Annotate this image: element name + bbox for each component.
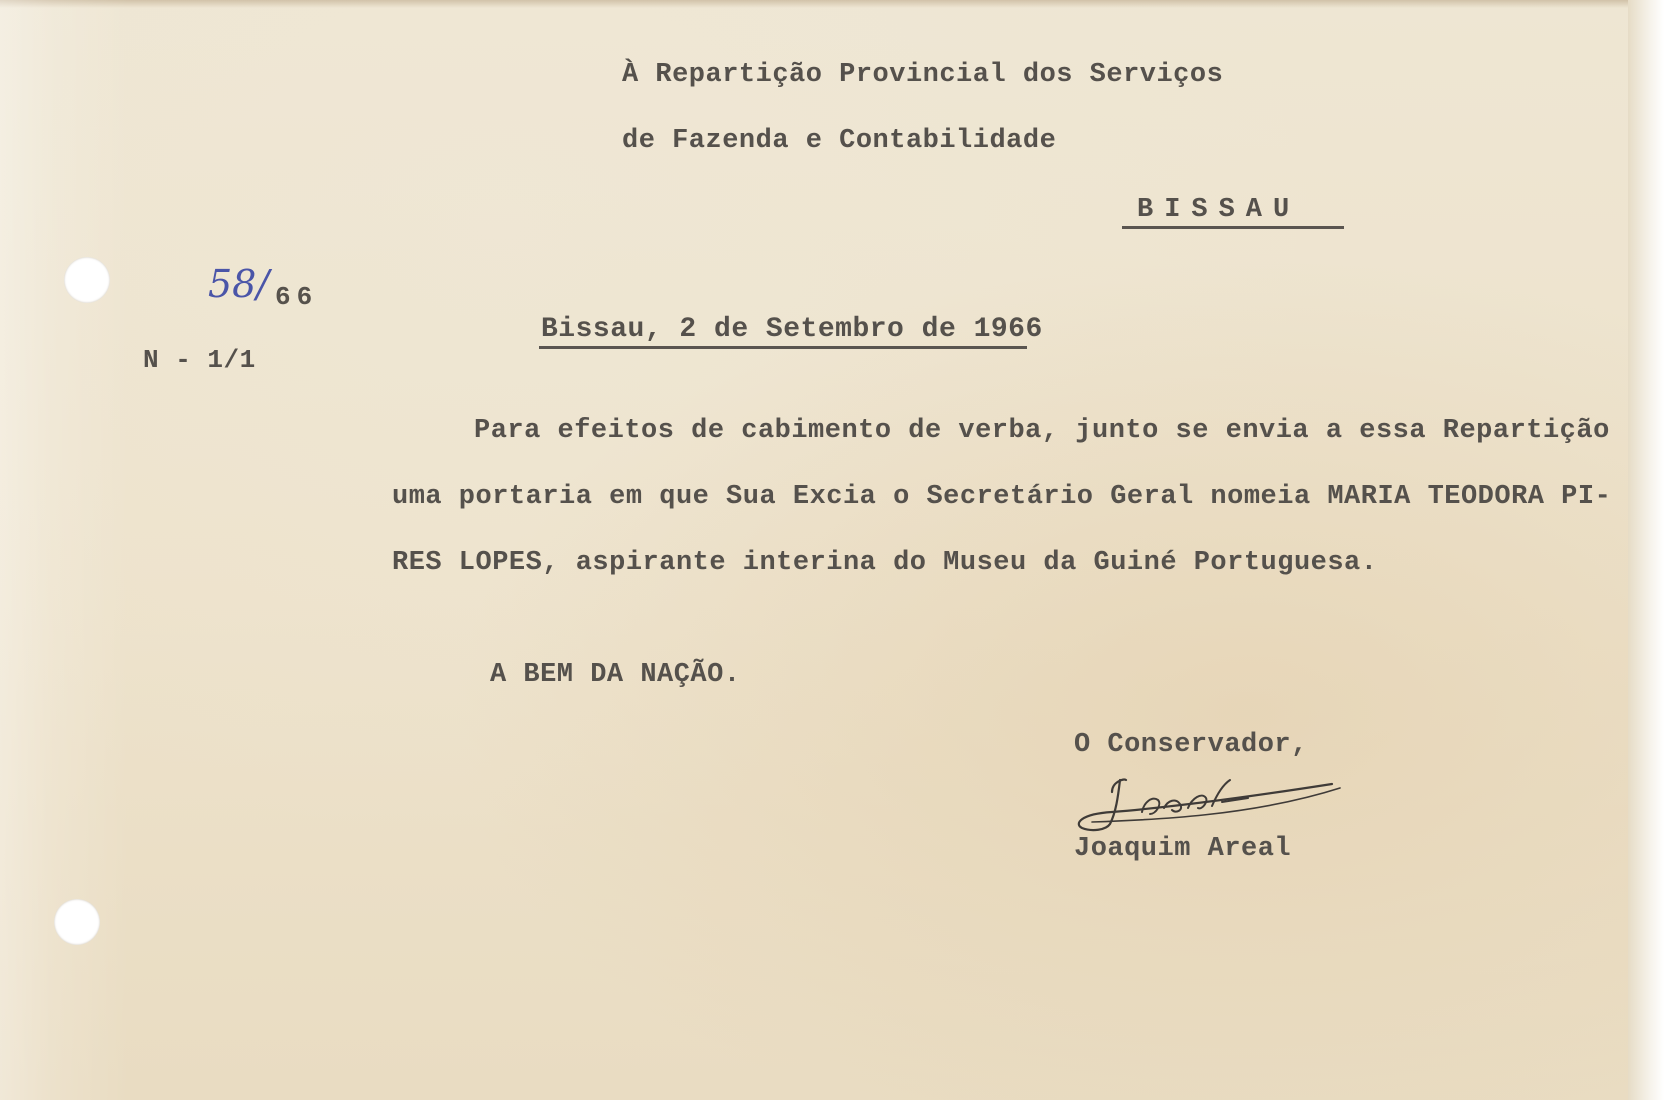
city-underline [1122,226,1344,229]
body-line-3: RES LOPES, aspirante interina do Museu da Guiné Portuguesa. [392,548,1378,578]
signatory-name: Joaquim Areal [1074,834,1292,864]
file-code: N - 1/1 [143,345,256,375]
body-line-2: uma portaria em que Sua Excia o Secretário Geral nomeia MARIA TEODORA PI- [392,482,1612,512]
handwritten-signature [1072,762,1352,842]
body-line-1: Para efeitos de cabimento de verba, junto se envia a essa Repartição [474,416,1610,446]
letter-date: Bissau, 2 de Setembro de 1966 [541,314,1043,345]
punch-hole-top [64,257,110,303]
addressee-line-2: de Fazenda e Contabilidade [622,126,1057,156]
paper-right-edge [1628,0,1664,1100]
typed-reference-year: 66 [275,282,319,312]
addressee-line-1: À Repartição Provincial dos Serviços [622,60,1224,90]
paper-top-edge [0,0,1664,8]
signatory-title: O Conservador, [1074,730,1308,760]
date-underline [539,346,1027,349]
handwritten-reference-number: 58/ [208,262,270,306]
punch-hole-bottom [54,899,100,945]
addressee-city: BISSAU [1137,195,1301,225]
closing-formula: A BEM DA NAÇÃO. [490,660,741,690]
